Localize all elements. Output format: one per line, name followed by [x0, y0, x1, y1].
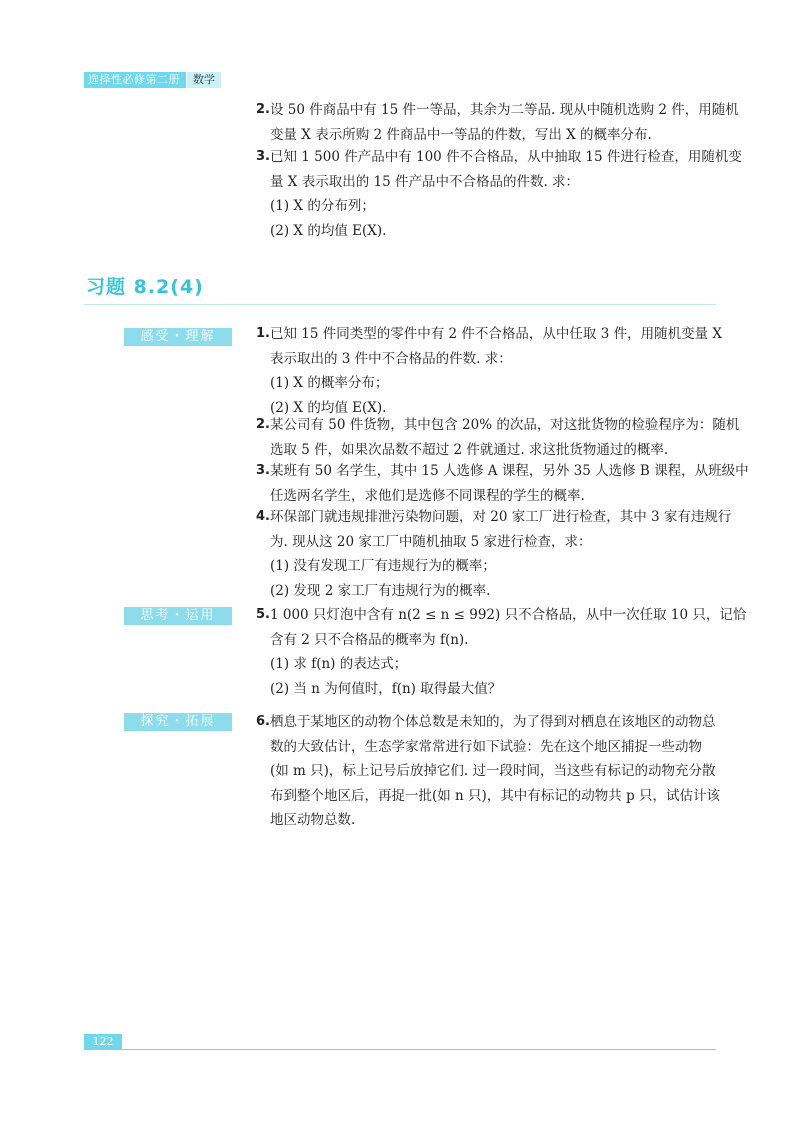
- problem-text: 已知 15 件同类型的零件中有 2 件不合格品，从中任取 3 件，用随机变量 X: [269, 326, 722, 342]
- category-label-explore: 探究・拓展: [124, 713, 232, 731]
- exercise-4: [256, 505, 732, 603]
- problem-text: 已知 1 500 件产品中有 100 件不合格品，从中抽取 15 件进行检查，用随机变: [269, 149, 742, 165]
- exercise-3: [256, 459, 749, 508]
- exercise-1: [256, 322, 722, 420]
- footer-divider: [84, 1049, 716, 1050]
- problem-number: 4.: [256, 509, 270, 524]
- problem-text: (如 m 只)，标上记号后放掉它们. 过一段时间，当这些有标记的动物充分散: [270, 763, 716, 779]
- problem-top-3: [256, 145, 742, 243]
- problem-text: 设 50 件商品中有 15 件一等品，其余为二等品. 现从中随机选购 2 件，用随机: [269, 102, 739, 118]
- running-header: [84, 72, 221, 88]
- problem-number: 3.: [256, 463, 270, 478]
- problem-text: 某班有 50 名学生，其中 15 人选修 A 课程，另外 35 人选修 B 课程，从班级中: [269, 463, 749, 479]
- section-divider: [84, 304, 716, 305]
- problem-number: 2.: [256, 417, 270, 432]
- problem-text: 布到整个地区后，再捉一批(如 n 只)，其中有标记的动物共 p 只，试估计该: [270, 787, 721, 804]
- problem-number: 5.: [256, 607, 270, 622]
- problem-text: 某公司有 50 件货物，其中包含 20% 的次品，对这批货物的检验程序为：随机: [269, 417, 740, 433]
- exercise-5: [256, 603, 747, 701]
- problem-text: 1 000 只灯泡中含有 n(2 ≤ n ≤ 992) 只不合格品，从中一次任取 10 只，记恰: [269, 607, 747, 623]
- sub-question: (1) 求 f(n) 的表达式；: [270, 656, 408, 672]
- problem-text: 环保部门就违规排泄污染物问题，对 20 家工厂进行检查，其中 3 家有违规行: [269, 509, 732, 525]
- problem-text: 量 X 表示取出的 15 件产品中不合格品的件数. 求：: [270, 173, 580, 190]
- problem-number: 6.: [256, 714, 270, 729]
- problem-text: 表示取出的 3 件中不合格品的件数. 求：: [270, 350, 512, 367]
- problem-top-2: [256, 98, 739, 147]
- sub-question: (1) X 的概率分布；: [270, 375, 389, 391]
- book-title: 选择性必修第二册: [84, 72, 186, 88]
- problem-text: 地区动物总数.: [270, 812, 356, 828]
- subject-label: 数学: [187, 72, 221, 88]
- problem-number: 2.: [256, 102, 270, 117]
- sub-question: (2) X 的均值 E(X).: [270, 399, 387, 416]
- section-title: 习题 8.2(4): [86, 276, 204, 298]
- category-label-understand: 感受・理解: [124, 328, 232, 346]
- sub-question: (2) 当 n 为何值时，f(n) 取得最大值？: [270, 680, 502, 697]
- page-number: 122: [84, 1034, 122, 1050]
- problem-number: 1.: [256, 326, 270, 341]
- problem-text: 为. 现从这 20 家工厂中随机抽取 5 家进行检查，求：: [270, 533, 592, 550]
- sub-question: (1) 没有发现工厂有违规行为的概率；: [270, 558, 496, 574]
- exercise-2: [256, 413, 740, 462]
- exercise-6: [256, 710, 721, 833]
- problem-text: 变量 X 表示所购 2 件商品中一等品的件数，写出 X 的概率分布.: [270, 126, 652, 143]
- sub-question: (2) 发现 2 家工厂有违规行为的概率.: [270, 582, 491, 599]
- problem-text: 栖息于某地区的动物个体总数是未知的，为了得到对栖息在该地区的动物总: [270, 714, 716, 730]
- problem-number: 3.: [256, 149, 270, 164]
- problem-text: 任选两名学生，求他们是选修不同课程的学生的概率.: [270, 487, 585, 504]
- problem-text: 数的大致估计，生态学家常常进行如下试验：先在这个地区捕捉一些动物: [270, 738, 702, 755]
- problem-text: 含有 2 只不合格品的概率为 f(n).: [270, 631, 469, 648]
- problem-text: 选取 5 件，如果次品数不超过 2 件就通过. 求这批货物通过的概率.: [270, 441, 669, 458]
- sub-question: (1) X 的分布列；: [270, 198, 375, 214]
- sub-question: (2) X 的均值 E(X).: [270, 222, 387, 239]
- category-label-apply: 思考・运用: [124, 607, 232, 625]
